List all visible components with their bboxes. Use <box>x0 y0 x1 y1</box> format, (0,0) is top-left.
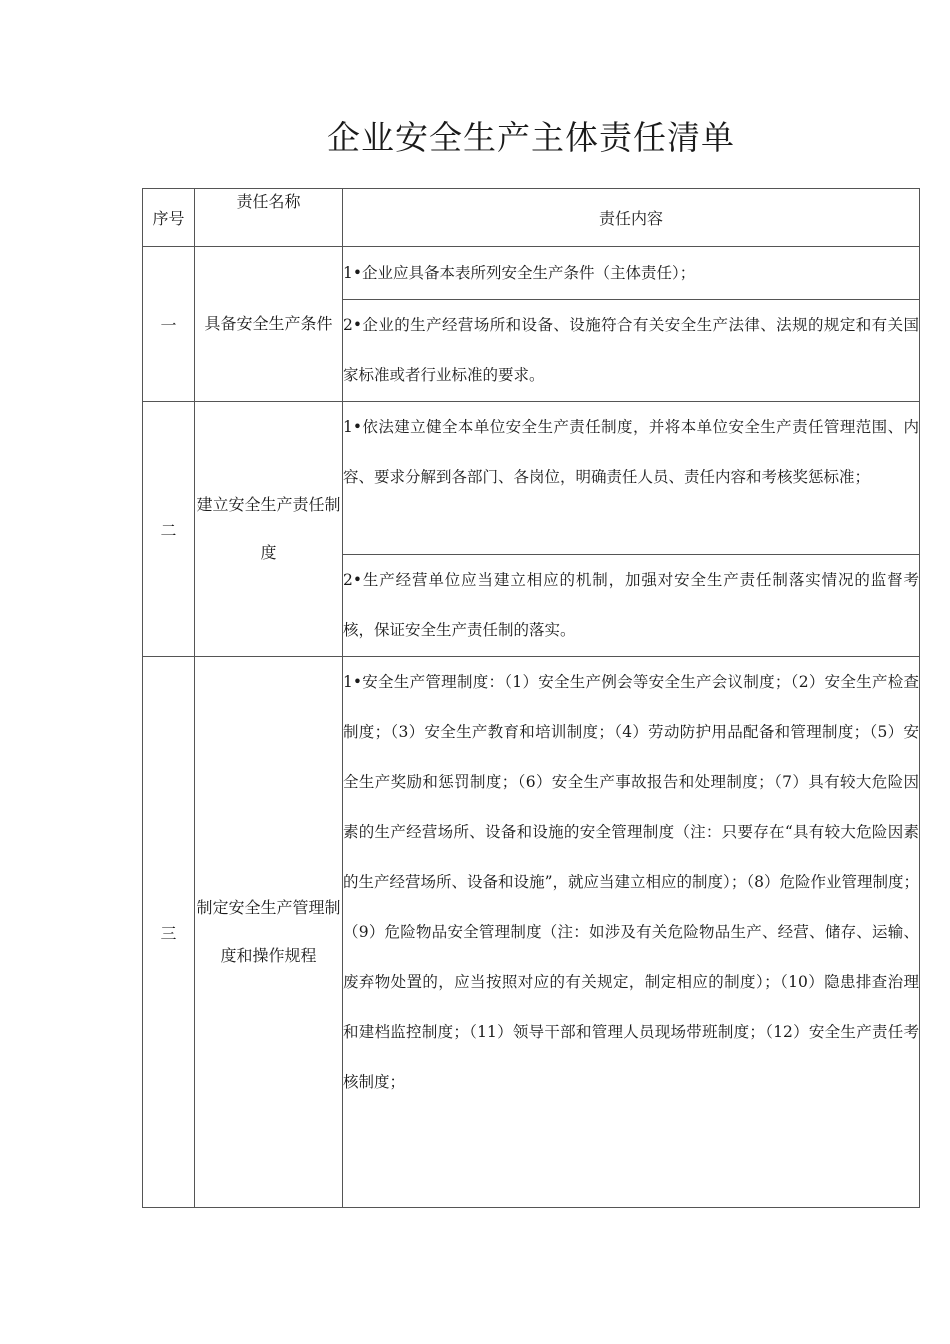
row-seq: 二 <box>143 402 195 657</box>
table-row <box>143 402 920 555</box>
content-item: 1•安全生产管理制度：（1）安全生产例会等安全生产会议制度；（2）安全生产检查制度；（3）安全生产教育和培训制度；（4）劳动防护用品配备和管理制度；（5）安全生产奖励和惩罚制度；（6）安全生产事故报告和处理制度；（7）具有较大危险因素的生产经营场所、设备和设施的安全管理制度（注：只要存在“具有较大危险因素的生产经营场所、设备和设施”，就应当建立相应的制度）；（8）危险作业管理制度；（9）危险物品安全管理制度（注：如涉及有关危险物品生产、经营、储存、运输、废弃物处置的，应当按照对应的有关规定，制定相应的制度）；（10）隐患排查治理和建档监控制度；（11）领导干部和管理人员现场带班制度；（12）安全生产责任考核制度； <box>343 657 920 1208</box>
content-item: 1•企业应具备本表所列安全生产条件（主体责任）； <box>343 247 920 300</box>
responsibility-table <box>142 188 920 1208</box>
content-item: 2•企业的生产经营场所和设备、设施符合有关安全生产法律、法规的规定和有关国家标准或者行业标准的要求。 <box>343 300 920 402</box>
header-seq: 序号 <box>143 189 195 247</box>
table-row <box>143 657 920 1208</box>
content-item: 2•生产经营单位应当建立相应的机制，加强对安全生产责任制落实情况的监督考核，保证安全生产责任制的落实。 <box>343 555 920 657</box>
row-name: 具备安全生产条件 <box>195 247 343 402</box>
header-content: 责任内容 <box>343 189 920 247</box>
row-seq: 一 <box>143 247 195 402</box>
row-seq: 三 <box>143 657 195 1208</box>
page-title: 企业安全生产主体责任清单 <box>327 118 735 157</box>
header-name: 责任名称 <box>195 189 343 247</box>
row-name: 建立安全生产责任制度 <box>195 402 343 657</box>
table-row <box>143 247 920 300</box>
table-header-row <box>143 189 920 247</box>
content-item: 1•依法建立健全本单位安全生产责任制度，并将本单位安全生产责任管理范围、内容、要求分解到各部门、各岗位，明确责任人员、责任内容和考核奖惩标准； <box>343 402 920 555</box>
row-name: 制定安全生产管理制度和操作规程 <box>195 657 343 1208</box>
